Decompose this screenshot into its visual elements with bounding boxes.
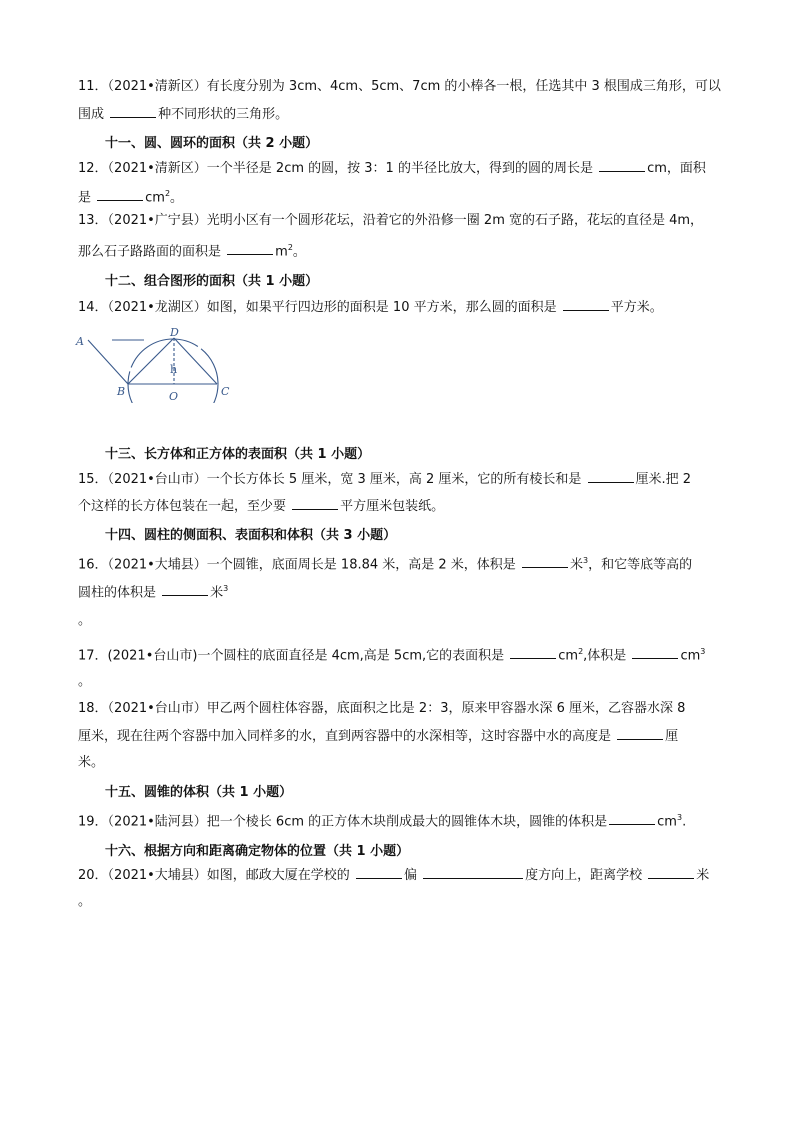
answer-blank[interactable]: [97, 188, 143, 201]
q14-text-b: 平方米。: [610, 300, 663, 315]
section-heading-12: 十二、组合图形的面积（共 1 小题）: [105, 274, 319, 289]
q19-text-b: .: [682, 814, 687, 830]
q19-sup: 3: [676, 813, 683, 822]
answer-blank[interactable]: [522, 555, 568, 568]
answer-blank[interactable]: [510, 646, 556, 659]
q16-unit: 米: [569, 557, 583, 573]
q16-line2: [78, 580, 228, 602]
q18-line3: 米。: [78, 755, 105, 770]
q12-text-a: 12．（2021•清新区）一个半径是 2cm 的圆，按 3：1 的半径比放大，得到的圆的周长是: [78, 161, 598, 176]
q16-text-b: ，和它等底等高的: [588, 557, 693, 573]
q13-line2: [78, 239, 306, 261]
q20-text-d: 米: [696, 868, 710, 883]
section-heading-11: 十一、圆、圆环的面积（共 2 小题）: [105, 136, 319, 151]
q12-text-c: 是: [78, 190, 96, 206]
q11-text-b: 种不同形状的三角形。: [158, 107, 289, 122]
q20-text-c: 度方向上，距离学校: [525, 868, 647, 883]
q18-text-b: 厘: [665, 729, 679, 744]
section-heading-16: 十六、根据方向和距离确定物体的位置（共 1 小题）: [105, 844, 410, 859]
q18-line1: 18．（2021•台山市）甲乙两个圆柱体容器，底面积之比是 2：3，原来甲容器水深 6 厘米，乙容器水深 8: [78, 701, 686, 716]
label-c: C: [221, 385, 230, 398]
answer-blank[interactable]: [423, 866, 523, 879]
q19-text-a: 19．（2021•陆河县）把一个棱长 6cm 的正方体木块削成最大的圆锥体木块，圆锥的体积是: [78, 814, 608, 830]
answer-blank[interactable]: [648, 866, 694, 879]
q20-text-b: 偏: [403, 868, 422, 883]
q16-line3: 。: [78, 613, 92, 628]
q15-text-a: 15．（2021•台山市）一个长方体长 5 厘米，宽 3 厘米，高 2 厘米，它的所有棱长和是: [78, 472, 586, 487]
label-o: O: [169, 390, 179, 403]
q12-line2: [78, 185, 183, 207]
answer-blank[interactable]: [162, 583, 208, 596]
q19-unit: cm: [657, 814, 677, 830]
q12-unit: cm: [145, 190, 165, 206]
q11-text-a: 围成: [78, 107, 109, 122]
answer-blank[interactable]: [227, 242, 273, 255]
q15-text-d: 平方厘米包装纸。: [340, 499, 445, 514]
answer-blank[interactable]: [356, 866, 402, 879]
q11-line1: 11．（2021•清新区）有长度分别为 3cm、4cm、5cm、7cm 的小棒各一根，任选其中 3 根围成三角形，可以: [78, 79, 721, 94]
q14-text-a: 14．（2021•龙湖区）如图，如果平行四边形的面积是 10 平方米，那么圆的面积是: [78, 300, 561, 315]
q17-text-a: 17．(2021•台山市)一个圆柱的底面直径是 4cm,高是 5cm,它的表面积是: [78, 648, 509, 664]
q15-text-c: 个这样的长方体包装在一起，至少要: [78, 499, 291, 514]
q17-sup2: 3: [700, 647, 706, 656]
answer-blank[interactable]: [563, 298, 609, 311]
q17-sup: 2: [578, 647, 584, 656]
label-a: A: [76, 335, 84, 348]
q14-figure: [70, 325, 240, 403]
q17-line1: [78, 643, 705, 665]
q13-text-a: 那么石子路路面的面积是: [78, 244, 226, 260]
q14-line1: [78, 298, 663, 317]
section-heading-13: 十三、长方体和正方体的表面积（共 1 小题）: [105, 447, 371, 462]
answer-blank[interactable]: [110, 105, 156, 118]
label-h: h: [170, 363, 178, 376]
q15-line2: [78, 497, 444, 516]
q16-text-a: 16．（2021•大埔县）一个圆锥，底面周长是 18.84 米，高是 2 米，体积是: [78, 557, 520, 573]
q16-text-c: 圆柱的体积是: [78, 585, 161, 601]
segment-ab: [88, 340, 128, 384]
q13-line1: 13．（2021•广宁县）光明小区有一个圆形花坛，沿着它的外沿修一圈 2m 宽的石子路，花坛的直径是 4m，: [78, 213, 704, 228]
q17-unit: cm: [558, 648, 579, 664]
answer-blank[interactable]: [292, 497, 338, 510]
q20-text-a: 20．（2021•大埔县）如图，邮政大厦在学校的: [78, 868, 354, 883]
q17-line2: 。: [78, 674, 92, 689]
q15-text-b: 厘米.把 2: [635, 472, 692, 487]
q16-line1: [78, 552, 692, 574]
q16-sup: 3: [582, 556, 589, 565]
q13-text-b: 。: [292, 244, 306, 260]
q20-line2: 。: [78, 894, 92, 909]
q13-sup: 2: [287, 243, 293, 252]
section-heading-15: 十五、圆锥的体积（共 1 小题）: [105, 785, 293, 800]
q16-sup2: 3: [223, 584, 229, 593]
q12-line1: [78, 159, 706, 178]
q19-line1: [78, 809, 686, 831]
q13-unit: m: [275, 244, 288, 260]
q15-line1: [78, 470, 691, 489]
q12-sup: 2: [164, 189, 171, 198]
label-b: B: [117, 385, 126, 398]
label-d: D: [170, 326, 179, 339]
q17-text-b: ,体积是: [583, 648, 631, 664]
q20-line1: [78, 866, 709, 885]
q12-text-b: cm，面积: [647, 161, 706, 176]
q17-unit2: cm: [680, 648, 701, 664]
q18-text-a: 厘米，现在往两个容器中加入同样多的水，直到两容器中的水深相等，这时容器中水的高度是: [78, 729, 616, 744]
answer-blank[interactable]: [609, 812, 655, 825]
answer-blank[interactable]: [617, 727, 663, 740]
q11-line2: [78, 105, 288, 124]
q16-unit2: 米: [210, 585, 224, 601]
answer-blank[interactable]: [599, 159, 645, 172]
answer-blank[interactable]: [588, 470, 634, 483]
answer-blank[interactable]: [632, 646, 678, 659]
section-heading-14: 十四、圆柱的侧面积、表面积和体积（共 3 小题）: [105, 528, 397, 543]
q18-line2: [78, 727, 678, 746]
q12-text-d: 。: [170, 190, 184, 206]
